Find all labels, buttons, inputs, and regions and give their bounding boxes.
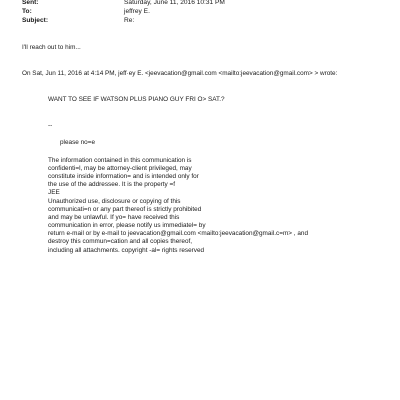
sign-off: please no=e — [60, 139, 96, 146]
to-label: To: — [22, 8, 32, 15]
sent-value: Saturday, June 11, 2016 10:31 PM — [124, 0, 225, 6]
disclaimer-line: The information contained in this communication is — [48, 157, 192, 164]
disclaimer-line: the use of the addressee. It is the property =f — [48, 181, 176, 188]
disclaimer-line: communicati=n or any part thereof is strictly prohibited — [48, 206, 202, 213]
reply-text: I'll reach out to him... — [22, 44, 81, 51]
disclaimer-line: constitute inside information= and is intended only for — [48, 173, 199, 180]
sent-label: Sent: — [22, 0, 39, 6]
disclaimer-line: communication in error, please notify us immediatel= by — [48, 222, 206, 229]
disclaimer-line: return e-mail or by e-mail to jeevacation@gmail.com <mailto:jeevacation@gmail.c=m> , and — [48, 230, 309, 237]
quote-intro: On Sat, Jun 11, 2016 at 4:14 PM, jeff·ey E. <jeevacation@gmail.com <mailto:jeevacation@gmail.com> > wrote: — [22, 70, 338, 77]
quoted-message: WANT TO SEE IF WATSON PLUS PIANO GUY FRI O> SAT.? — [48, 96, 225, 103]
disclaimer-line: Unauthorized use, disclosure or copying of this — [48, 198, 181, 205]
disclaimer-line: confidenti=l, may be attorney-client privileged, may — [48, 165, 192, 172]
signature-separator: -- — [48, 122, 53, 129]
subject-value: Re: — [124, 17, 135, 24]
disclaimer-line: including all attachments. copyright -al= rights reserved — [48, 247, 205, 254]
subject-label: Subject: — [22, 17, 49, 24]
disclaimer-line: and may be unlawful. If yo= have received this — [48, 214, 180, 221]
to-value: jeffrey E. — [124, 8, 150, 15]
disclaimer-line: JEE — [48, 189, 60, 196]
disclaimer-line: destroy this commun=cation and all copies thereof, — [48, 238, 193, 245]
